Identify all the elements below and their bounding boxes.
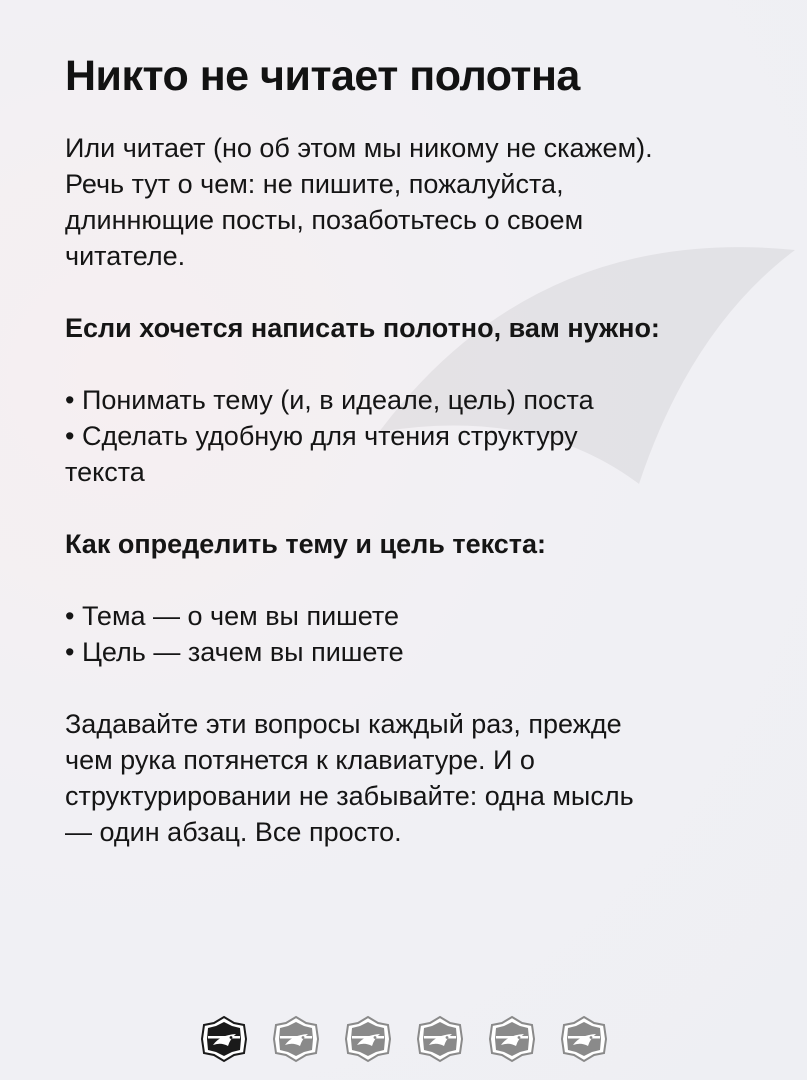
closing-line: — один абзац. Все просто. xyxy=(65,817,402,847)
bird-badge-icon[interactable] xyxy=(272,1015,320,1063)
section1-bullet: • Понимать тему (и, в идеале, цель) поста xyxy=(65,385,594,415)
closing-line: структурировании не забывайте: одна мысль xyxy=(65,781,634,811)
intro-line: Или читает (но об этом мы никому не скажем). xyxy=(65,133,653,163)
bird-badge-icon[interactable] xyxy=(200,1015,248,1063)
bird-badge-icon[interactable] xyxy=(488,1015,536,1063)
section1-bullet: • Сделать удобную для чтения структуру xyxy=(65,421,578,451)
slide-content xyxy=(65,48,765,850)
slide-title: Никто не читает полотна xyxy=(65,52,580,100)
slide-body xyxy=(65,130,765,850)
section2-bullet: • Цель — зачем вы пишете xyxy=(65,637,404,667)
bird-badge-icon[interactable] xyxy=(344,1015,392,1063)
intro-line: длиннющие посты, позаботьтесь о своем xyxy=(65,205,584,235)
bird-badge-icon[interactable] xyxy=(416,1015,464,1063)
intro-line: Речь тут о чем: не пишите, пожалуйста, xyxy=(65,169,564,199)
section2-bullet: • Тема — о чем вы пишете xyxy=(65,601,400,631)
closing-line: чем рука потянется к клавиатуре. И о xyxy=(65,745,535,775)
closing-line: Задавайте эти вопросы каждый раз, прежде xyxy=(65,709,622,739)
section2-heading: Как определить тему и цель текста: xyxy=(65,529,547,559)
intro-line: читателе. xyxy=(65,241,186,271)
slide-pagination xyxy=(200,1015,608,1063)
bird-badge-icon[interactable] xyxy=(560,1015,608,1063)
section1-bullet: текста xyxy=(65,457,145,487)
section1-heading: Если хочется написать полотно, вам нужно: xyxy=(65,313,660,343)
